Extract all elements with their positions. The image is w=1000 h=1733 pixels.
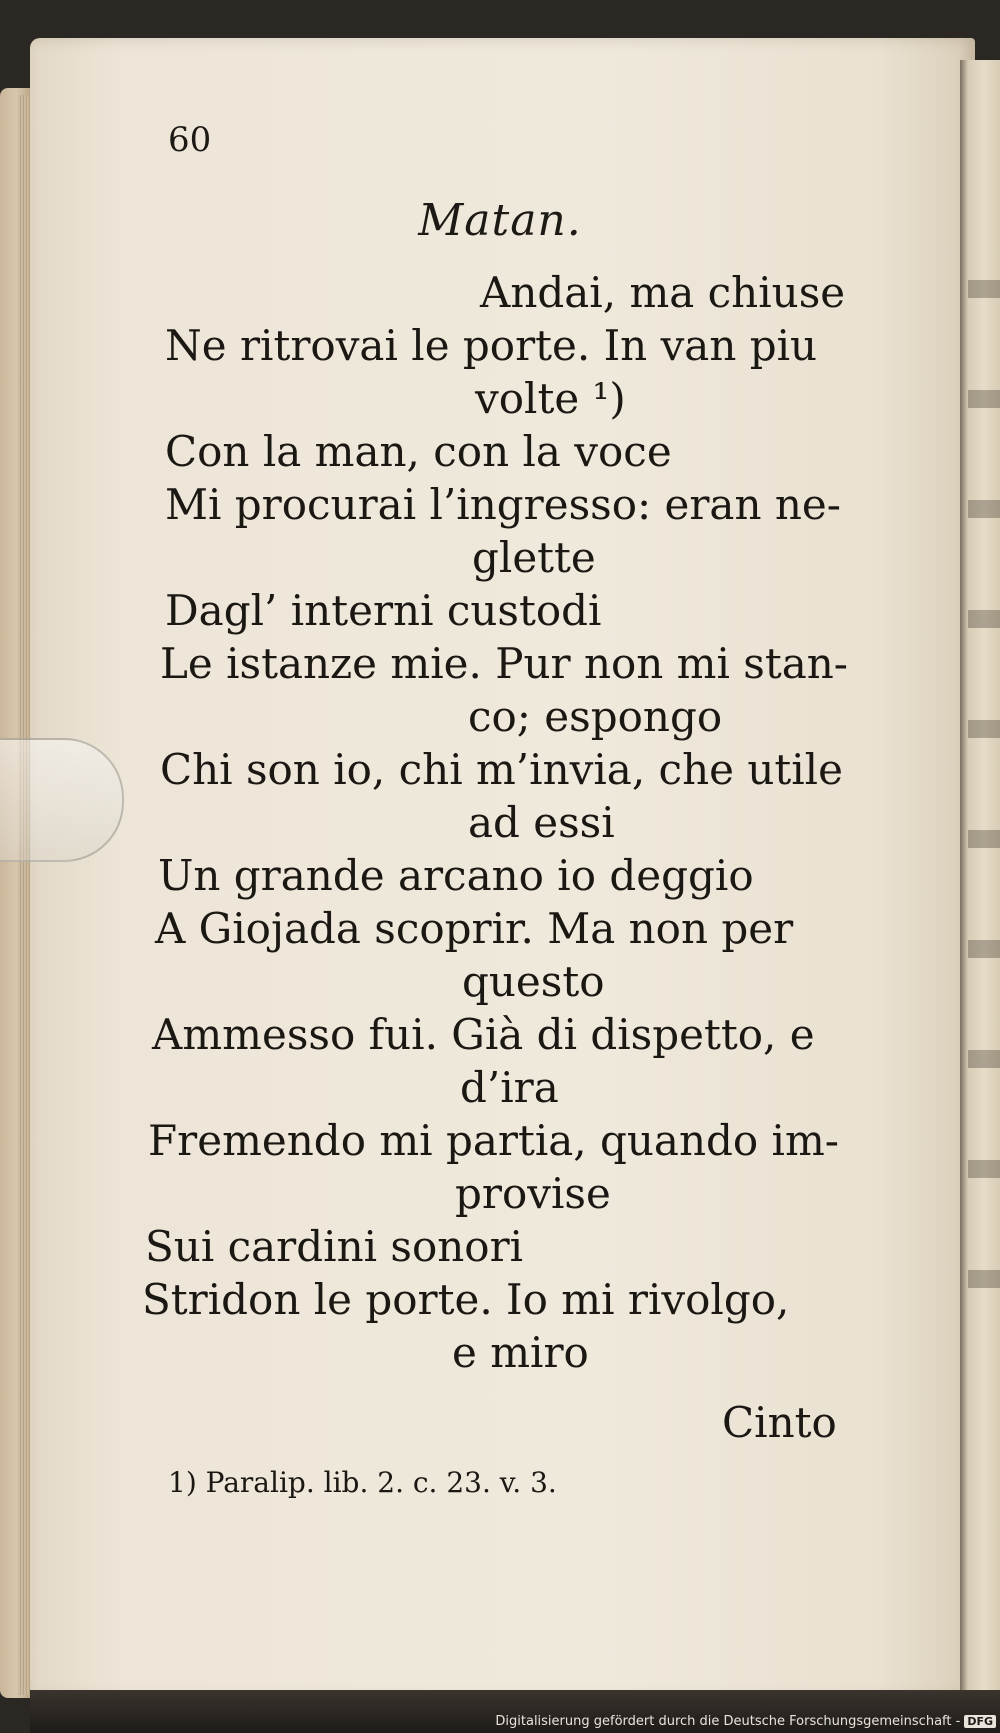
facing-page-text-fragments — [968, 240, 1000, 1340]
verse-line: volte ¹) — [475, 374, 626, 423]
verse-line: d’ira — [460, 1063, 559, 1112]
page-clip — [0, 738, 124, 862]
verse-line: Ammesso fui. Già di dispetto, e — [152, 1010, 815, 1059]
verse-line: Mi procurai l’ingresso: eran ne- — [165, 480, 841, 529]
verse-line: questo — [462, 957, 605, 1006]
verse-line: glette — [472, 533, 596, 582]
page-number: 60 — [168, 120, 212, 160]
verse-line: e miro — [452, 1328, 589, 1377]
catchword: Cinto — [722, 1398, 837, 1447]
verse-line: Un grande arcano io deggio — [158, 851, 754, 900]
credit-text: Digitalisierung gefördert durch die Deutsche Forschungsgemeinschaft - — [495, 1714, 961, 1729]
verse-line: Andai, ma chiuse — [480, 268, 846, 317]
verse-line: provise — [455, 1169, 611, 1218]
verse-line: A Giojada scoprir. Ma non per — [155, 904, 794, 953]
speaker-name: Matan. — [418, 195, 582, 246]
verse-line: Ne ritrovai le porte. In van piu — [165, 321, 818, 370]
verse-line: ad essi — [468, 798, 615, 847]
verse-line: Sui cardini sonori — [145, 1222, 524, 1271]
footnote: 1) Paralip. lib. 2. c. 23. v. 3. — [168, 1466, 557, 1499]
verse-line: Fremendo mi partia, quando im- — [148, 1116, 839, 1165]
verse-line: Chi son io, chi m’invia, che utile — [160, 745, 843, 794]
dfg-logo: DFG — [964, 1715, 996, 1728]
verse-line: co; espongo — [468, 692, 723, 741]
verse-line: Dagl’ interni custodi — [165, 586, 602, 635]
verse-line: Stridon le porte. Io mi rivolgo, — [142, 1275, 790, 1324]
verse-line: Con la man, con la voce — [165, 427, 672, 476]
verse-line: Le istanze mie. Pur non mi stan- — [160, 639, 848, 688]
digitization-credit — [495, 1714, 996, 1729]
